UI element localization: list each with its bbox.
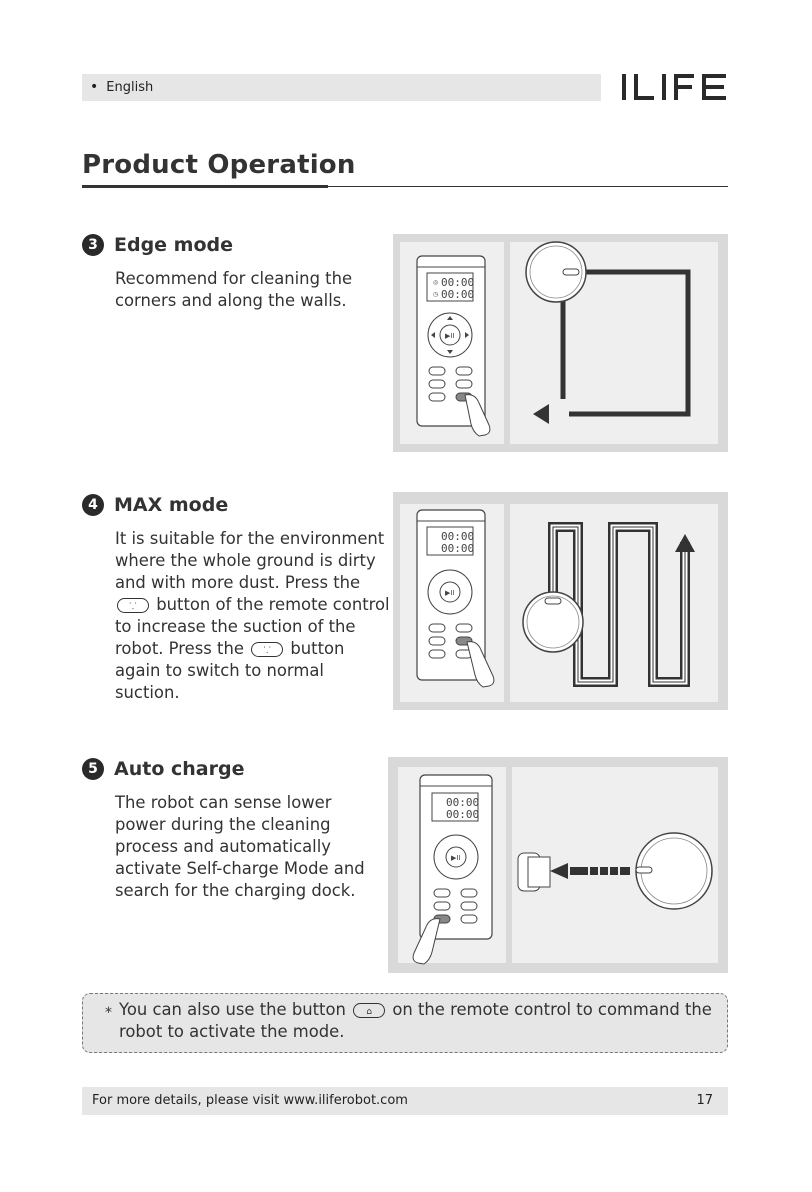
footer-text: For more details, please visit www.iliferobot.com (92, 1093, 408, 1108)
section-max-mode-heading (82, 494, 228, 516)
remote-control-icon (417, 256, 490, 436)
body-line: search for the charging dock. (115, 881, 356, 900)
section-edge-mode-heading (82, 234, 233, 256)
language-label: English (106, 80, 154, 95)
section-auto-charge-body (115, 792, 365, 902)
body-line (115, 594, 390, 616)
note-line: robot to activate the mode. (119, 1022, 345, 1041)
brand-logo (620, 64, 728, 108)
section-title: Edge mode (114, 234, 234, 256)
svg-text:◎: ◎ (433, 279, 439, 286)
remote-time-2: 00:00 (446, 808, 480, 821)
note-line (119, 999, 727, 1021)
fan-icon: ⸪ (251, 642, 283, 657)
body-text: button of the remote control (156, 595, 390, 614)
body-line: The robot can sense lower (115, 793, 332, 812)
body-line: again to switch to normal (115, 661, 324, 680)
body-text: button (290, 639, 345, 658)
svg-text:▶II: ▶II (445, 589, 455, 597)
remote-time-2: 00:00 (441, 288, 475, 301)
body-line: suction. (115, 683, 180, 702)
edge-mode-illustration (393, 234, 728, 452)
body-text: robot. Press the (115, 639, 244, 658)
title-underline (82, 185, 328, 188)
svg-text:▶II: ▶II (451, 854, 461, 862)
svg-text:◷: ◷ (433, 291, 439, 298)
charging-dock-icon (518, 853, 550, 891)
svg-text:▶II: ▶II (445, 332, 455, 340)
auto-charge-illustration (388, 757, 728, 973)
body-line: activate Self-charge Mode and (115, 859, 365, 878)
body-line: and with more dust. Press the (115, 573, 361, 592)
section-auto-charge-heading (82, 758, 244, 780)
note-asterisk: * (105, 1005, 112, 1021)
note-text: on the remote control to command the (392, 1000, 712, 1019)
remote-time-1: 00:00 (446, 796, 480, 809)
body-line: process and automatically (115, 837, 331, 856)
remote-time-1: 00:00 (441, 276, 475, 289)
section-number-badge: 5 (82, 758, 104, 780)
section-title: MAX mode (114, 494, 229, 516)
max-mode-illustration (393, 492, 728, 710)
home-icon: ⌂ (353, 1003, 385, 1018)
body-line: to increase the suction of the (115, 617, 356, 636)
remote-time-2: 00:00 (441, 542, 475, 555)
section-edge-mode-body (115, 268, 352, 312)
body-line: corners and along the walls. (115, 291, 347, 310)
note-box (82, 993, 728, 1053)
body-line: Recommend for cleaning the (115, 269, 353, 288)
section-title: Auto charge (114, 758, 245, 780)
note-text: You can also use the button (119, 1000, 346, 1019)
body-line (115, 638, 390, 660)
fan-icon: ⸪ (117, 598, 149, 613)
footer (82, 1087, 728, 1115)
bullet-icon: • (90, 79, 99, 95)
page-number: 17 (696, 1093, 713, 1108)
body-line: power during the cleaning (115, 815, 331, 834)
section-number-badge: 3 (82, 234, 104, 256)
language-bar (82, 74, 601, 101)
section-max-mode-body (115, 528, 390, 704)
page-title: Product Operation (82, 150, 356, 180)
body-line: It is suitable for the environment (115, 529, 385, 548)
remote-time-1: 00:00 (441, 530, 475, 543)
section-number-badge: 4 (82, 494, 104, 516)
body-line: where the whole ground is dirty (115, 551, 376, 570)
